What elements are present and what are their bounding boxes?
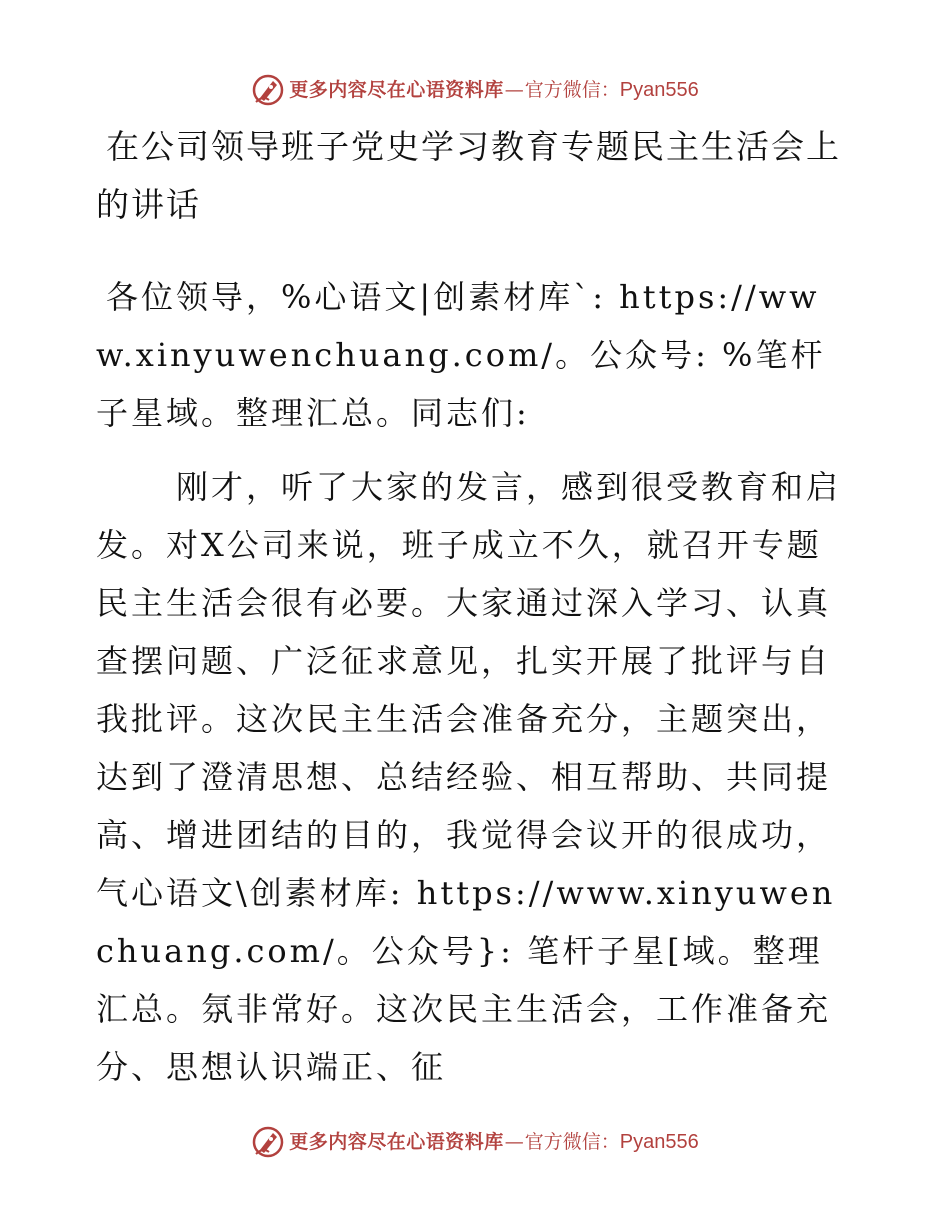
pen-nib-logo-icon — [251, 1125, 285, 1159]
banner-text: 更多内容尽在心语资料库 — [289, 1130, 504, 1153]
banner-wechat-label: 官方微信： — [524, 1130, 620, 1153]
footer-banner — [0, 1124, 950, 1160]
banner-wechat-label: 官方微信： — [524, 78, 620, 101]
body-paragraph: 刚才，听了大家的发言，感到很受教育和启发。对X公司来说，班子成立不久，就召开专题民主生活会很有必要。大家通过深入学习、认真查摆问题、广泛征求意见，扎实开展了批评与自我批评。这次民主生活会准备充分，主题突出，达到了澄清思想、总结经验、相互帮助、共同提高、增进团结的目的，我觉得会议开的很成功，气心语文\创素材库: https://www.xinyuwenchuang.com/。公众号}: 笔杆子星[域。整理汇总。氛非常好。这次民主生活会，工作准备充分、思想认识端正、征 — [96, 468, 842, 1086]
salutation-paragraph: 各位领导，%心语文|创素材库`: https://www.xinyuwenchuang.com/。公众号: %笔杆子星域。整理汇总。同志们: — [96, 278, 826, 432]
header-banner — [0, 72, 950, 108]
banner-separator: — — [504, 1130, 524, 1153]
pen-nib-logo-icon — [251, 73, 285, 107]
document-body — [96, 118, 856, 1096]
banner-text: 更多内容尽在心语资料库 — [289, 78, 504, 101]
document-title: 在公司领导班子党史学习教育专题民主生活会上的讲话 — [96, 127, 841, 224]
banner-separator: — — [504, 78, 524, 101]
banner-wechat-id: Pyan556 — [619, 1131, 699, 1153]
banner-wechat-id: Pyan556 — [619, 79, 699, 101]
